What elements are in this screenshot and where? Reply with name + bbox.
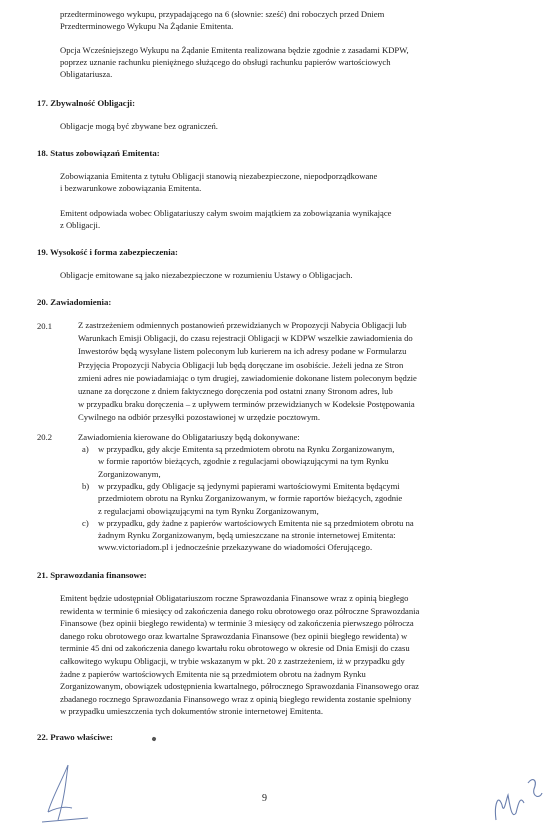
section-heading-20: 20. Zawiadomienia:	[37, 297, 112, 307]
clause-number: 20.2	[37, 432, 53, 442]
body-text-line: www.victoriadom.pl i jednocześnie przekazywane do wiadomości Oferującego.	[98, 542, 373, 553]
body-text-line: Obligacje emitowane są jako niezabezpieczone w rozumieniu Ustawy o Obligacjach.	[60, 270, 353, 280]
body-text-line: i bezwarunkowe zobowiązania Emitenta.	[60, 183, 202, 193]
list-marker: a)	[82, 444, 89, 454]
body-text-line: Warunkach Emisji Obligacji, do czasu rejestracji Obligacji w KDPW wszelkie zawiadomienia do	[78, 333, 413, 344]
body-text-line: Z zastrzeżeniem odmiennych postanowień przewidzianych w Propozycji Nabycia Obligacji lub	[78, 320, 407, 330]
body-text-line: Przyjęcia Propozycji Nabycia Obligacji lub będą doręczane im osobiście. Jeżeli jedna ze Stron	[78, 359, 404, 370]
body-text-line: rewidenta w terminie 6 miesięcy od zakończenia danego roku obrotowego oraz półroczne Sprawozdania	[60, 605, 420, 616]
section-heading-17: 17. Zbywalność Obligacji:	[37, 98, 135, 108]
body-text-line: Emitent odpowiada wobec Obligatariuszy całym swoim majątkiem za zobowiązania wynikające	[60, 208, 392, 218]
section-heading-19: 19. Wysokość i forma zabezpieczenia:	[37, 247, 178, 257]
body-text-line: zmieni adres nie powiadamiając o tym drugiej, zawiadomienie dokonane listem poleconym będzie	[78, 372, 417, 383]
body-text-line: Zobowiązania Emitenta z tytułu Obligacji stanowią niezabezpieczone, niepodporządkowane	[60, 171, 378, 181]
body-text-line: Cywilnego na odbiór przesyłki pozostawionej w urzędzie pocztowym.	[78, 412, 320, 423]
body-text-line: terminie 45 dni od zakończenia danego kwartału roku obrotowego w okresie od Dnia Emisji do czasu	[60, 643, 410, 654]
body-text-line: w formie raportów bieżących, zgodnie z regulacjami obowiązującymi na tym Rynku	[98, 456, 389, 467]
body-text-line: Obligatariusza.	[60, 69, 113, 79]
body-text-line: przedmiotem obrotu na Rynku Zorganizowanym, w formie raportów bieżących, zgodnie	[98, 493, 403, 504]
body-text-line: w przypadku umieszczenia tych dokumentów stronie internetowej Emitenta.	[60, 706, 323, 717]
section-heading-22: 22. Prawo właściwe:	[37, 732, 113, 742]
body-text-line: z Obligacji.	[60, 220, 101, 230]
section-heading-18: 18. Status zobowiązań Emitenta:	[37, 148, 160, 158]
body-text-line: Zorganizowanym, obowiązek udostępnienia kwartalnego, półrocznego Sprawozdania Finansowego oraz	[60, 681, 419, 692]
body-text-line: w przypadku, gdy Obligacje są jedynymi papierami wartościowymi Emitenta będącymi	[98, 480, 400, 491]
body-text-line: w przypadku, gdy akcje Emitenta są przedmiotem obrotu na Rynku Zorganizowanym,	[98, 444, 395, 454]
body-text-line: w przypadku braku doręczenia – z upływem terminów przewidzianych w Kodeksie Postępowania	[78, 399, 415, 410]
body-text-line: Obligacje mogą być zbywane bez ograniczeń.	[60, 121, 218, 131]
list-marker: c)	[82, 517, 89, 528]
clause-number: 20.1	[37, 321, 53, 331]
body-text-line: z regulacjami obowiązującymi na tym Rynku Zorganizowanym,	[98, 505, 319, 516]
ink-mark	[151, 736, 156, 741]
body-text-line: Finansowe (bez opinii biegłego rewidenta) w terminie 3 miesięcy od zakończenia pierwszego półrocza	[60, 618, 414, 629]
body-text-line: przedterminowego wykupu, przypadającego na 6 (słownie: sześć) dni roboczych przed Dniem	[60, 9, 385, 19]
body-text-line: w przypadku, gdy żadne z papierów wartościowych Emitenta nie są przedmiotem obrotu na	[98, 517, 414, 528]
body-text-line: zbadanego rocznego Sprawozdania Finansowego wraz z opinią biegłego rewidenta zostanie spełniony	[60, 693, 412, 704]
body-text-line: żadnym Rynku Zorganizowanym, będą umieszczane na stronie internetowej Emitenta:	[98, 530, 396, 541]
body-text-line: całkowitego wykupu Obligacji, w trybie wskazanym w pkt. 20 z zastrzeżeniem, iż w przypadku gdy	[60, 656, 405, 666]
body-text-line: Emitent będzie udostępniał Obligatariuszom roczne Sprawozdania Finansowe wraz z opinią biegłego	[60, 593, 409, 603]
body-text-line: Inwestorów będą wysyłane listem poleconym lub kurierem na ich adresy podane w Formularzu	[78, 346, 407, 357]
body-text-line: uznane za doręczone z dniem faktycznego doręczenia pod ostatni znany Stronom adres, lub	[78, 386, 393, 396]
body-text-line: danego roku obrotowego oraz kwartalne Sprawozdania Finansowe (bez opinii biegłego rewidenta) w	[60, 630, 408, 641]
body-text-line: poprzez uznanie rachunku pieniężnego służącego do obsługi rachunku papierów wartościowych	[60, 57, 391, 67]
signature-right	[490, 775, 550, 830]
body-text-line: żadne z papierów wartościowych Emitenta nie są przedmiotem obrotu na żadnym Rynku	[60, 668, 366, 679]
body-text-line: Zawiadomienia kierowane do Obligatariuszy będą dokonywane:	[78, 432, 300, 442]
body-text-line: Opcja Wcześniejszego Wykupu na Żądanie Emitenta realizowana będzie zgodnie z zasadami KDPW,	[60, 45, 409, 55]
signature-left	[38, 760, 98, 830]
list-marker: b)	[82, 480, 90, 491]
page-number: 9	[262, 793, 267, 804]
body-text-line: Zorganizowanym,	[98, 468, 161, 479]
body-text-line: Przedterminowego Wykupu Na Żądanie Emitenta.	[60, 21, 234, 31]
section-heading-21: 21. Sprawozdania finansowe:	[37, 570, 147, 580]
